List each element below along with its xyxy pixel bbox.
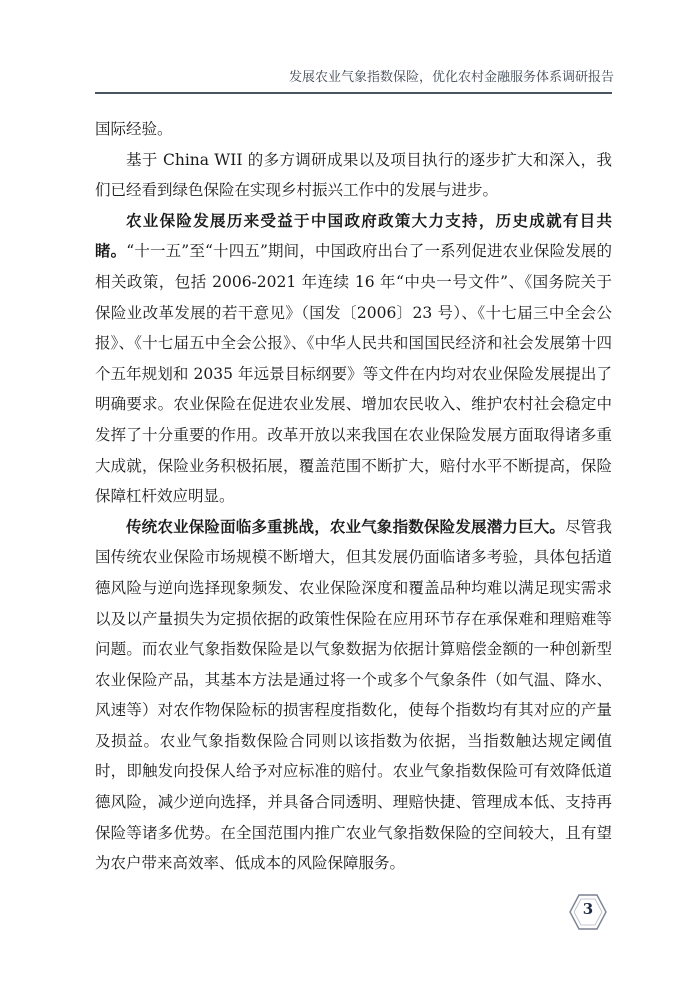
page-number: 3 xyxy=(582,900,594,918)
paragraph-weather-index xyxy=(95,512,612,879)
paragraph-lead-bold: 传统农业保险面临多重挑战，农业气象指数保险发展潜力巨大。 xyxy=(126,516,566,536)
running-header: 发展农业气象指数保险，优化农村金融服务体系调研报告 xyxy=(288,70,614,85)
paragraph-policy-support xyxy=(95,206,612,512)
body-text xyxy=(95,114,612,879)
paragraph-china-wii: 基于 China WII 的多方调研成果以及项目执行的逐步扩大和深入，我们已经看到绿色保险在实现乡村振兴工作中的发展与进步。 xyxy=(95,150,612,200)
paragraph-lead-bold: 农业保险发展历来受益于中国政府政策大力支持，历史成就有目共睹。 xyxy=(95,210,612,261)
page-number-badge xyxy=(568,892,608,932)
paragraph-continuation: 国际经验。 xyxy=(95,120,173,138)
paragraph-body: 尽管我国传统农业保险市场规模不断增大，但其发展仍面临诸多考验，具体包括道德风险与逆向选择现象频发、农业保险深度和覆盖品种均难以满足现实需求以及以产量损失为定损依据的政策性保险在应用环节存在承保难和理赔难等问题。而农业气象指数保险是以气象数据为依据计算赔偿金额的一种创新型农业保险产品，其基本方法是通过将一个或多个气象条件（如气温、降水、风速等）对农作物保险标的损害程度指数化，使每个指数均有其对应的产量及损益。农业气象指数保险合同则以该指数为依据，当指数触达规定阈值时，即触发向投保人给予对应标准的赔付。农业气象指数保险可有效降低道德风险，减少逆向选择，并具备合同透明、理赔快捷、管理成本低、支持再保险等诸多优势。在全国范围内推广农业气象指数保险的空间较大，且有望为农户带来高效率、低成本的风险保障服务。 xyxy=(95,517,612,873)
header-divider xyxy=(95,92,612,94)
paragraph-body: “十一五”至“十四五”期间，中国政府出台了一系列促进农业保险发展的相关政策，包括 2006-2021 年连续 16 年“中央一号文件”、《国务院关于保险业改革发展的若干意见》（国发〔2006〕23 号）、《十七届三中全会公报》、《十七届五中全会公报》、《中华人民共和国国民经济和社会发展第十四个五年规划和 2035 年远景目标纲要》等文件在内均对农业保险发展提出了明确要求。农业保险在促进农业发展、增加农民收入、维护农村社会稳定中发挥了十分重要的作用。改革开放以来我国在农业保险发展方面取得诸多重大成就，保险业务积极拓展，覆盖范围不断扩大，赔付水平不断提高，保险保障杠杆效应明显。 xyxy=(95,242,612,506)
